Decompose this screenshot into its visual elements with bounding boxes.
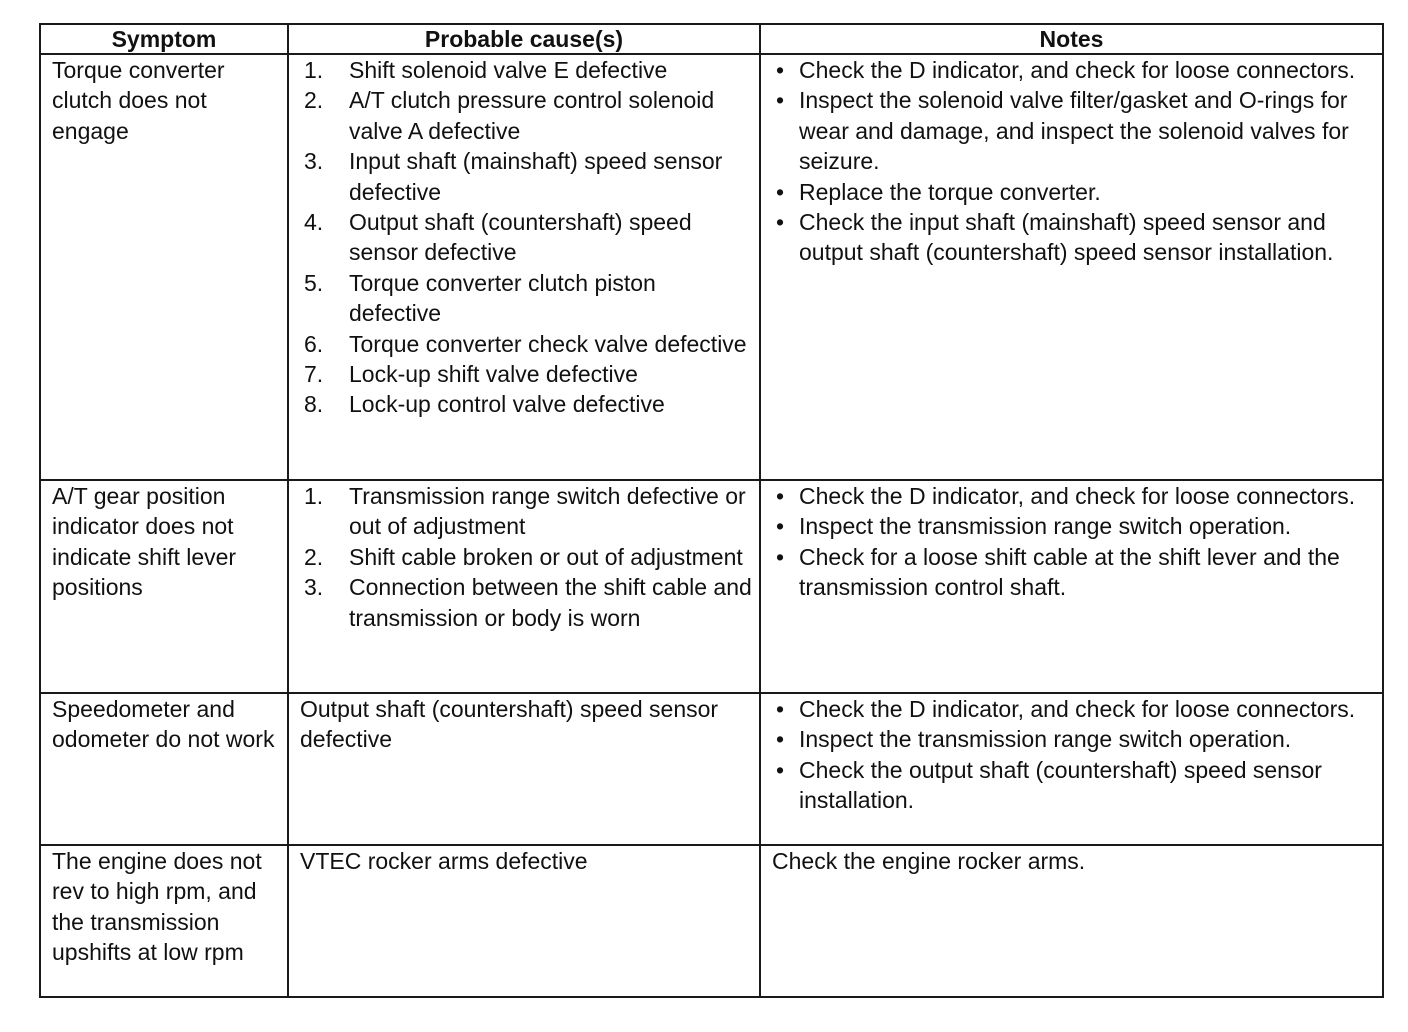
cause-text: Shift solenoid valve E defective [349,57,668,83]
cause-text: Torque converter check valve defective [349,330,747,357]
cause-text: A/T clutch pressure control solenoid valve A defective [349,87,715,144]
cause-item [300,207,753,268]
notes-list [772,55,1376,268]
note-item [772,55,1376,85]
bullet-icon: • [776,87,785,114]
notes-list [772,481,1376,603]
cause-text: Transmission range switch defective or out of adjustment [349,483,746,540]
symptom-cell: A/T gear position indicator does not indicate shift lever positions [40,480,288,693]
symptom-cell: The engine does not rev to high rpm, and the transmission upshifts at low rpm [40,845,288,997]
bullet-icon: • [776,696,785,722]
cause-item [300,55,753,85]
header-row [40,24,1383,54]
note-item [772,542,1376,603]
notes-cell [760,693,1383,845]
cause-number: 6. [304,330,324,357]
cause-number: 8. [304,391,324,418]
cause-number: 5. [304,269,324,296]
troubleshooting-table [39,23,1384,998]
notes-cell [760,54,1383,480]
cause-text: Shift cable broken or out of adjustment [349,543,743,570]
cause-item [300,481,753,542]
bullet-icon: • [776,209,785,236]
causes-cell: Output shaft (countershaft) speed sensor defective [288,693,760,845]
cause-item [300,146,753,207]
note-text: Check the D indicator, and check for loose connectors. [799,696,1356,722]
bullet-icon: • [776,513,785,540]
cause-number: 2. [304,543,324,570]
causes-cell: VTEC rocker arms defective [288,845,760,997]
note-text: Check the input shaft (mainshaft) speed sensor and output shaft (countershaft) speed sensor installation. [799,209,1334,266]
note-text: Check for a loose shift cable at the shift lever and the transmission control shaft. [799,543,1340,601]
table-row [40,480,1383,693]
table-row [40,693,1383,845]
note-item [772,85,1376,176]
note-item [772,481,1376,511]
causes-cell [288,480,760,693]
note-item [772,207,1376,268]
symptom-cell: Torque converter clutch does not engage [40,54,288,480]
notes-list [772,694,1376,816]
notes-cell [760,480,1383,693]
note-text: Inspect the transmission range switch operation. [799,513,1292,540]
bullet-icon: • [776,726,785,753]
note-item [772,724,1376,754]
cause-item [300,542,753,572]
cause-text: Lock-up control valve defective [349,391,665,418]
note-text: Inspect the transmission range switch operation. [799,726,1292,753]
note-item [772,511,1376,541]
notes-cell: Check the engine rocker arms. [760,845,1383,997]
cause-text: Output shaft (countershaft) speed sensor defective [349,209,692,266]
cause-item [300,359,753,389]
cause-number: 1. [304,483,324,509]
cause-number: 1. [304,57,324,83]
cause-text: Torque converter clutch piston defective [349,269,656,327]
cause-number: 4. [304,209,324,236]
causes-list [300,55,753,420]
cause-number: 7. [304,361,324,388]
causes-list [300,481,753,633]
causes-cell [288,54,760,480]
cause-text: Input shaft (mainshaft) speed sensor defective [349,148,723,205]
header-notes: Notes [760,24,1383,54]
bullet-icon: • [776,756,785,783]
bullet-icon: • [776,57,785,83]
table-row [40,54,1383,480]
note-item [772,177,1376,207]
bullet-icon: • [776,483,785,509]
note-text: Replace the torque converter. [799,178,1101,205]
cause-item [300,329,753,359]
table-row [40,845,1383,997]
note-item [772,694,1376,724]
cause-text: Connection between the shift cable and transmission or body is worn [349,574,752,631]
bullet-icon: • [776,178,785,205]
note-text: Check the D indicator, and check for loose connectors. [799,57,1356,83]
note-item [772,755,1376,816]
cause-number: 3. [304,574,324,601]
cause-item [300,389,753,419]
note-text: Check the output shaft (countershaft) speed sensor installation. [799,756,1322,814]
note-text: Check the D indicator, and check for loose connectors. [799,483,1356,509]
cause-item [300,572,753,633]
symptom-cell: Speedometer and odometer do not work [40,693,288,845]
cause-number: 3. [304,148,324,175]
cause-number: 2. [304,87,324,114]
bullet-icon: • [776,543,785,570]
header-probable-causes: Probable cause(s) [288,24,760,54]
note-text: Inspect the solenoid valve filter/gasket and O-rings for wear and damage, and inspect the solenoid valves for seizure. [799,87,1349,175]
header-symptom: Symptom [40,24,288,54]
cause-text: Lock-up shift valve defective [349,361,638,388]
cause-item [300,85,753,146]
cause-item [300,268,753,329]
